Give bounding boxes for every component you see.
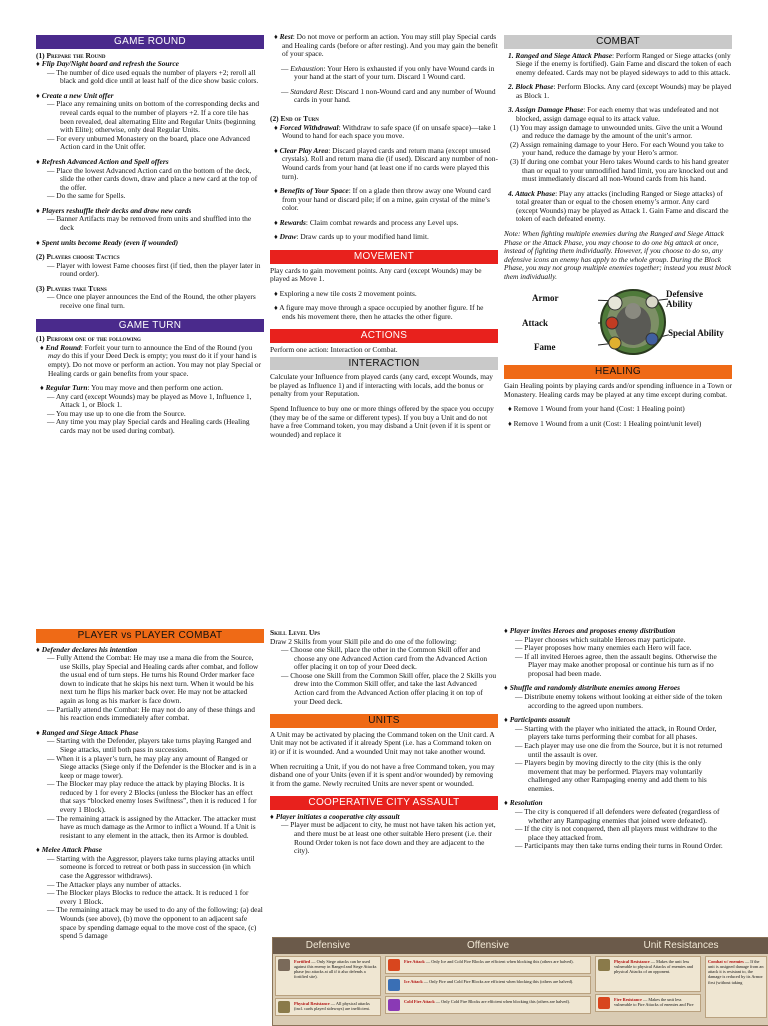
text-block: — Any card (except Wounds) may be played as Move 1, Influence 1, Attack 1, or Block 1. [47,391,252,410]
unit-physical-resistance-icon [598,959,610,971]
interaction-header: INTERACTION [270,357,498,371]
text-block: — Player proposes how many enemies each Hero will face. [515,643,692,653]
table-cell: Cold Fire Attack — Only Cold Fire Blocks are efficient when blocking this (others are halved). [385,996,591,1014]
bullet-defender: ♦ Defender declares his intention [36,644,138,654]
column-right-top [504,33,732,593]
healing-text-2: ♦ Remove 1 Wound from your hand (Cost: 1 Healing point) [508,404,685,414]
column-left-top [36,33,264,593]
text-block: — The city is conquered if all defenders were defeated (regardless of whether any Rampaging enemies that joined were defeated). [515,806,720,825]
bullet-spent-units: ♦ Spent units become Ready (even if wounded) [36,237,179,247]
bullet-reshuffle: ♦ Players reshuffle their decks and draw new cards [36,205,192,215]
text-block: — Choose one Skill, place the other in the Common Skill offer and choose any one Advanced Action card from the Advanced Action offer placing it on top of your Deed deck. [281,645,488,672]
text-block: — Participants may then take turns ending their turns in Round Order. [515,841,723,851]
text-block: — If the city is not conquered, then all players must withdraw to the place they attacked from. [515,824,717,842]
text-block: — Partially attend the Combat: He may not do any of these things and his reaction ends immediately after combat. [47,704,255,723]
units-text-1: A Unit may be activated by placing the Command token on the Unit card. A Unit may not be activated if it already Spent (i.e. has a Command token on it) or if it is wounded. And a wounded Unit may not take another wound. [270,729,495,756]
interaction-text-2: Spend Influence to buy one or more things offered by the space you occupy (they may be of the same or different types). If you buy a Unit and do not have a free Command token, you may disband a Unit (even if it is spent or wounded) and replace it [270,403,494,439]
column-middle-top [270,33,498,593]
healing-header: HEALING [504,365,732,379]
text-block: — Once one player announces the End of the Round, the other players receive one final turn. [47,292,256,311]
end-of-turn-title: (2) End of Turn [270,114,319,124]
table-header-defensive: Defensive [305,940,351,951]
text-block: — You may use up to one die from the Source. [47,408,186,418]
offensive-column [383,954,593,1022]
forced-withdrawal-item: ♦ Forced Withdrawal: Withdraw to safe space (if on unsafe space)—take 1 Wound to hand for each space you move. [274,122,497,141]
text-block: — The Attacker plays any number of attacks. [47,879,182,889]
label-defensive-ability: Defensive Ability [666,289,703,310]
text-block: — The Blocker plays Blocks to reduce the attack. It is reduced 1 for every 1 Block. [47,888,249,906]
combat-phase-2: 2. Block Phase: Perform Blocks. Any card (except Wounds) may be played as Block 1. [508,82,732,100]
bullet-melee-phase: ♦ Melee Attack Phase [36,845,102,855]
unit-resistances-column [593,954,703,1022]
resistance-table [272,937,768,1026]
defensive-column [273,954,383,1022]
text-block: — Each player may use one die from the Source, but it is not returned until the assault is over. [515,740,723,759]
skill-level-ups-title: Skill Level Ups [270,628,321,637]
exhaustion-item: — Exhaustion: Your Hero is exhausted if you only have Wound cards in your hand at the start of your turn. Discard 1 Wound card. [281,63,495,82]
text-block: (3) If during one combat your Hero takes Wound cards to his hand greater than or equal to your unmodified hand limit, you are knocked out and must immediately discard all non-Wound cards from his hand. [510,156,729,184]
enemy-token-icon [598,287,668,357]
text-block: — The Blocker may play reduce the attack by playing Blocks. It is reduced by 1 for every 2 Blocks (unless the Blocker has an effect that says “blocked enemy loses Swiftness”, then it is reduced 1 for every 1 Block). [47,779,257,814]
standard-rest-item: — Standard Rest: Discard 1 non-Wound card and any number of Wound cards in your hand. [281,86,496,105]
text-block: (1) You may assign damage to unwounded units. Give the unit a Wound and reduce the damage by the amount of the unit’s armor. [510,122,723,141]
text-block: — The remaining attack is assigned by the Attacker. The attacker must have as much damage as the Armor to inflict a Wound. If a Unit is resistant to any element in the attack, then its Armor is doubled. [47,813,257,840]
actions-text: Perform one action: Interaction or Combat. [270,345,398,355]
text-block: — For every unburned Monastery on the board, place one Advanced Action card in the Unit offer. [47,133,250,152]
game-round-header: GAME ROUND [36,35,264,49]
table-cell: Physical Resistance — All physical attacks (incl. cards played sideways) are inefficient. [275,998,381,1016]
movement-text-1: Play cards to gain movement points. Any card (except Wounds) may be played as Move 1. [270,265,482,284]
game-turn-header: GAME TURN [36,319,264,333]
coop-header: COOPERATIVE CITY ASSAULT [270,796,498,810]
draw-item: ♦ Draw: Draw cards up to your modified hand limit. [274,232,429,242]
rewards-item: ♦ Rewards: Claim combat rewards and process any Level ups. [274,217,459,227]
text-block: (2) Assign remaining damage to your Hero. For each Wound you take to your hand, reduce the damage by your Hero’s armor. [510,139,724,158]
choose-tactics-title: (2) Players choose Tactics [36,252,120,262]
table-cell: Fire Resistance — Makes the unit less vulnerable to Fire Attacks of enemies and Fire [595,994,701,1012]
text-block: — When it is a player’s turn, he may play any amount of Ranged or Siege attacks (Siege only if the Defender is the Blocker and is in a keep or mage tower). [47,753,256,780]
text-block: — Player must be adjacent to city, he must not have taken his action yet, and there must be at least one other suitable Hero present (i.e. their Round Order token is not face down and they are adjacent to the city). [281,820,496,856]
text-block: — If all invited Heroes agree, then the assault begins. Otherwise the Player may make another proposal or continue his turn as if no proposal had been made. [515,651,717,678]
bullet-invite-heroes: ♦ Player invites Heroes and proposes enemy distribution [504,627,676,635]
ice-attack-icon [388,979,400,991]
text-block: — Starting with the player who initiated the attack, in Round Order, players take turns performing their combat for all phases. [515,723,717,742]
text-block: — Player chooses which suitable Heroes may participate. [515,634,686,644]
units-text-2: When recruiting a Unit, if you do not have a free Command token, you may disband one of your Units (even if it is spent and/or wounded) by removing it from the game. Newly recruited Units are never spent or wounded. [270,761,495,788]
bullet-coop-initiate: ♦ Player initiates a cooperative city assault [270,811,400,821]
combat-header: COMBAT [504,35,732,49]
combat-phase-1: 1. Ranged and Siege Attack Phase: Perform Ranged or Siege attacks (only Siege if the enemy is fortified). Gain Fame and discard the token of each enemy defeated. Cards may not be played sideways to add to this attack. [508,50,732,77]
combat-phase-3: 3. Assign Damage Phase: For each enemy that was undefeated and not blocked, assign damage equal to its attack value. [508,105,719,124]
table-header-unit-resistances: Unit Resistances [643,940,719,951]
bullet-shuffle-enemies: ♦ Shuffle and randomly distribute enemies among Heroes [504,683,681,693]
text-block: — Place any remaining units on bottom of the corresponding decks and reveal cards equal to the number of players +2. If a core tile has been revealed, deal alternating Elite and Regular Units (beginning with Elite); otherwise, only deal Regular Units. [47,99,260,135]
rest-item: ♦ Rest: Do not move or perform an action. You may still play Special cards and Healing cards (before or after resting). And you may gain the benefit of your space. [274,33,498,59]
healing-text-1: Gain Healing points by playing cards and/or spending influence in a Town or Monastery. Healing cards may be played at any time except during combat. [504,381,732,399]
label-armor: Armor [532,293,559,304]
interaction-text-1: Calculate your Influence from played cards (any card, except Wounds, may be played as Influence 1) and if interacting with locals, add the bonus or penalty from your Reputation. [270,372,493,399]
table-cell: Combat w/ enemies — If the unit is assigned damage from an attack it is resistant to, the damage is reduced by its Armor first (without taking [705,956,767,1018]
column-middle-bottom [270,627,498,932]
table-header-offensive: Offensive [466,940,510,951]
physical-resistance-icon [278,1001,290,1013]
text-block: — Player with lowest Fame chooses first (if tied, then the player later in round order). [47,260,261,279]
table-cell: Physical Resistance — Makes the unit less vulnerable to physical Attacks of enemies and physical Attacks of an opponent. [595,956,701,992]
resistance-table-header [273,938,768,954]
benefits-item: ♦ Benefits of Your Space: If on a glade then throw away one Wound card from your hand or discard pile; if on a mine, gain crystal of the mine’s color. [274,186,491,213]
actions-header: ACTIONS [270,329,498,343]
cold-fire-attack-icon [388,999,400,1011]
text-block: — Do the same for Spells. [47,191,126,201]
skill-text: Draw 2 Skills from your Skill pile and do one of the following: [270,636,457,646]
text-block: — The remaining attack may be used to do any of the following: (a) deal Wounds (see above), (b) move the opponent to an adjacent safe space by spending damage equal to the move cost of the space, (c) spend 5 damage [47,905,263,941]
combat-phase-4: 4. Attack Phase: Play any attacks (including Ranged or Siege attacks) of total greater than or equal to the chosen enemy’s armor. Any card (except Wounds) may be played as Attack 1. Gain Fame and discard the token of each defeated enemy. [508,188,729,224]
text-block: — Distribute enemy tokens without looking at either side of the token according to the agreed upon numbers. [515,692,723,710]
column-left-bottom [36,627,264,1024]
end-round-item: ♦ End Round: Forfeit your turn to announce the End of the Round (you may do this if your Deed Deck is empty; you must do it if your hand is empty). Do not move or perform an action. You may not play Special or Healing cards or gain benefits from your space. [40,342,262,378]
bullet-resolution: ♦ Resolution [504,798,543,808]
perform-one-title: (1) Perform one of the following [36,334,141,344]
enemy-token-diagram [504,285,732,363]
combat-with-enemies-column [703,954,768,1022]
text-block: — Starting with the Defender, players take turns playing Ranged and Siege attacks, until both pass in succession. [47,736,252,754]
text-block: — The number of dice used equals the number of players +2; reroll all black and gold dice until at least half of the dice show basic colors. [47,67,259,86]
regular-turn-item: ♦ Regular Turn: You may move and then perform one action. [40,383,223,393]
fire-attack-icon [388,959,400,971]
units-header: UNITS [270,714,498,728]
bullet-ranged-phase: ♦ Ranged and Siege Attack Phase [36,727,139,737]
pvp-header: PLAYER vs PLAYER COMBAT [36,629,264,643]
bullet-flip-board: ♦ Flip Day/Night board and refresh the Source [36,59,179,69]
table-cell: Ice Attack — Only Fire and Cold Fire Blocks are efficient when blocking this (others are halved). [385,976,591,994]
movement-text-3: ♦ A figure may move through a space occupied by another figure. If he ends his movement there, then he attacks the other figure. [274,303,484,321]
prepare-round-title: (1) Prepare the Round [36,50,106,60]
fortified-icon [278,959,290,971]
take-turns-title: (3) Players take Turns [36,283,107,293]
bullet-unit-offer: ♦ Create a new Unit offer [36,90,114,100]
label-fame: Fame [534,342,556,353]
text-block: — Place the lowest Advanced Action card on the bottom of the deck, slide the other cards down, draw and place a new card at the top of the offer. [47,165,258,192]
text-block: — Choose one Skill from the Common Skill offer, place the 2 Skills you drew into the Common Skill offer, and take the last Advanced Action card from the Advanced Action offer placing it on top of your Deed deck. [281,670,497,706]
text-block: — Fully Attend the Combat: He may use a mana die from the Source, use Skills, play Special and Healing cards after combat, and follow the usual end of turn steps. He turns his Round Order marker face down to indicate that he skips his next turn. When it would be his next turn he flips his marker back over. He may not be attacked again as long as his marker is face down. [47,653,259,706]
movement-header: MOVEMENT [270,250,498,264]
movement-text-2: ♦ Exploring a new tile costs 2 movement points. [274,288,417,298]
column-right-bottom [504,627,732,932]
text-block: — Banner Artifacts may be removed from units and shuffled into the deck [47,214,252,232]
table-cell: Fortified — Only Siege attacks can be used against this enemy in Ranged and Siege Attacks phase (no attacks at all if it also defends a fortified site). [275,956,381,996]
clear-play-area-item: ♦ Clear Play Area: Discard played cards and return mana (except unused crystals). Roll and return mana die (if used). Discard any number of non-Wound cards from your hand (at least one if no cards were played this turn). [274,145,498,181]
text-block: — Any time you may play Special cards and Healing cards (Healing cards may not be used during combat). [47,417,250,435]
healing-text-3: ♦ Remove 1 Wound from a unit (Cost: 1 Healing point/unit level) [508,418,702,428]
text-block: — Players begin by moving directly to the city (this is the only movement that may be performed. Players may voluntarily challenged any other Rampaging enemy and add them to his enemies. [515,758,707,793]
text-block: — Starting with the Aggressor, players take turns playing attacks until someone is forced to retreat or both pass in succession (in which case the Aggressor withdraws). [47,853,255,881]
unit-fire-resistance-icon [598,997,610,1009]
label-special-ability: Special Ability [668,328,724,339]
bullet-participants-assault: ♦ Participants assault [504,715,570,725]
label-attack: Attack [522,318,548,329]
table-cell: Fire Attack — Only Ice and Cold Fire Blocks are efficient when blocking this (others are halved). [385,956,591,974]
combat-note: Note: When fighting multiple enemies during the Ranged and Siege Attack Phase or the Attack Phase, you may choose to do one big attack at once, instead of fighting them individually. However, if you choose to do so, any defensive icons an enemy has apply to the whole group. During the Block Phase, you may not group multiple enemies together; instead you must block them individually. [504,229,732,281]
bullet-refresh-offers: ♦ Refresh Advanced Action and Spell offers [36,156,169,166]
